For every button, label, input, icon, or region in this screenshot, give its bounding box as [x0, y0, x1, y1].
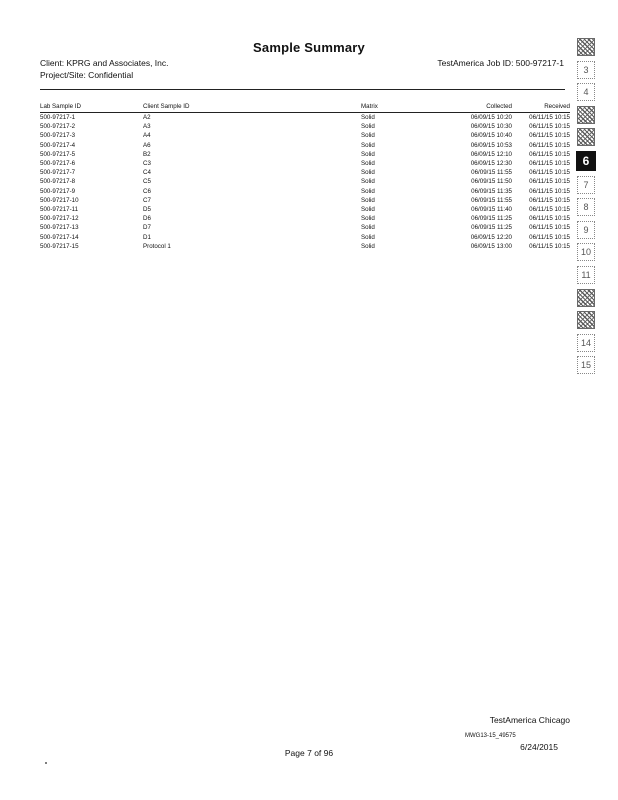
cell-matrix: Solid	[361, 187, 375, 195]
table-row	[40, 131, 570, 140]
table-row	[40, 232, 570, 241]
col-received: Received	[512, 100, 570, 113]
cell-received: 06/11/15 10:15	[529, 233, 570, 241]
cell-matrix: Solid	[361, 178, 375, 186]
barcode-icon	[577, 311, 595, 329]
cell-matrix: Solid	[361, 160, 375, 168]
cell-lab-sample-id: 500-97217-10	[40, 196, 79, 204]
table-row	[40, 187, 570, 196]
table-row	[40, 168, 570, 177]
cell-client-sample-id: A4	[143, 132, 151, 140]
cell-collected: 06/09/15 12:30	[470, 160, 512, 168]
cell-collected: 06/09/15 10:20	[470, 114, 512, 122]
col-matrix: Matrix	[361, 100, 456, 113]
section-tab-7[interactable]: 7	[577, 176, 595, 194]
cell-received: 06/11/15 10:15	[529, 123, 570, 131]
cell-received: 06/11/15 10:15	[529, 169, 570, 177]
table-header-row	[40, 100, 570, 113]
cell-collected: 06/09/15 12:10	[470, 150, 512, 158]
sample-table	[40, 100, 570, 251]
cell-client-sample-id: C6	[143, 187, 151, 195]
cell-client-sample-id: D7	[143, 224, 151, 232]
cell-lab-sample-id: 500-97217-7	[40, 169, 76, 177]
cell-matrix: Solid	[361, 242, 375, 250]
cell-client-sample-id: D1	[143, 233, 151, 241]
cell-lab-sample-id: 500-97217-1	[40, 114, 76, 122]
cell-collected: 06/09/15 13:00	[470, 242, 512, 250]
cell-matrix: Solid	[361, 150, 375, 158]
cell-received: 06/11/15 10:15	[529, 141, 570, 149]
cell-lab-sample-id: 500-97217-11	[40, 205, 79, 213]
table-row	[40, 113, 570, 123]
barcode-icon	[577, 128, 595, 146]
cell-matrix: Solid	[361, 169, 375, 177]
cell-client-sample-id: D5	[143, 205, 151, 213]
cell-lab-sample-id: 500-97217-13	[40, 224, 79, 232]
project-site: Project/Site: Confidential	[40, 70, 134, 80]
cell-collected: 06/09/15 11:50	[471, 178, 512, 186]
cell-collected: 06/09/15 10:40	[470, 132, 512, 140]
cell-client-sample-id: C7	[143, 196, 151, 204]
cell-collected: 06/09/15 12:20	[470, 233, 512, 241]
section-tab-3[interactable]: 3	[577, 61, 595, 79]
cell-lab-sample-id: 500-97217-6	[40, 160, 76, 168]
cell-collected: 06/09/15 11:25	[471, 215, 512, 223]
cell-received: 06/11/15 10:15	[529, 224, 570, 232]
table-row	[40, 223, 570, 232]
cell-client-sample-id: B2	[143, 150, 151, 158]
cell-received: 06/11/15 10:15	[529, 160, 570, 168]
cell-matrix: Solid	[361, 215, 375, 223]
section-tab-active[interactable]: 6	[576, 151, 596, 171]
cell-lab-sample-id: 500-97217-14	[40, 233, 79, 241]
cell-collected: 06/09/15 11:55	[471, 169, 512, 177]
cell-collected: 06/09/15 11:55	[471, 196, 512, 204]
cell-collected: 06/09/15 10:53	[470, 141, 512, 149]
cell-received: 06/11/15 10:15	[529, 205, 570, 213]
table-row	[40, 159, 570, 168]
section-tab-9[interactable]: 9	[577, 221, 595, 239]
cell-received: 06/11/15 10:15	[529, 178, 570, 186]
job-id: TestAmerica Job ID: 500-97217-1	[437, 58, 564, 68]
cell-lab-sample-id: 500-97217-12	[40, 215, 79, 223]
table-row	[40, 177, 570, 186]
document-code: MWG13-15_49575	[465, 733, 516, 739]
cell-lab-sample-id: 500-97217-9	[40, 187, 76, 195]
client-name: Client: KPRG and Associates, Inc.	[40, 58, 169, 68]
cell-lab-sample-id: 500-97217-2	[40, 123, 76, 131]
report-date: 6/24/2015	[520, 742, 558, 752]
cell-client-sample-id: Protocol 1	[143, 242, 171, 250]
lab-name: TestAmerica Chicago	[489, 715, 570, 725]
cell-lab-sample-id: 500-97217-3	[40, 132, 76, 140]
col-client-sample-id: Client Sample ID	[143, 100, 361, 113]
cell-matrix: Solid	[361, 205, 375, 213]
cell-client-sample-id: C5	[143, 178, 151, 186]
cell-received: 06/11/15 10:15	[529, 196, 570, 204]
page-title: Sample Summary	[253, 40, 365, 55]
cell-received: 06/11/15 10:15	[529, 187, 570, 195]
section-tabs	[575, 38, 597, 379]
scan-speck	[45, 762, 47, 764]
cell-lab-sample-id: 500-97217-15	[40, 242, 79, 250]
cell-collected: 06/09/15 11:40	[471, 205, 512, 213]
cell-matrix: Solid	[361, 123, 375, 131]
barcode-icon	[577, 38, 595, 56]
cell-client-sample-id: A2	[143, 114, 151, 122]
cell-lab-sample-id: 500-97217-4	[40, 141, 76, 149]
cell-matrix: Solid	[361, 141, 375, 149]
cell-matrix: Solid	[361, 233, 375, 241]
table-row	[40, 122, 570, 131]
section-tab-11[interactable]: 11	[577, 266, 595, 284]
table-row	[40, 196, 570, 205]
cell-received: 06/11/15 10:15	[529, 150, 570, 158]
cell-received: 06/11/15 10:15	[529, 114, 570, 122]
section-tab-14[interactable]: 14	[577, 334, 595, 352]
barcode-icon	[577, 106, 595, 124]
table-row	[40, 205, 570, 214]
section-tab-10[interactable]: 10	[577, 243, 595, 261]
cell-matrix: Solid	[361, 132, 375, 140]
table-row	[40, 214, 570, 223]
section-tab-15[interactable]: 15	[577, 356, 595, 374]
section-tab-8[interactable]: 8	[577, 198, 595, 216]
col-collected: Collected	[456, 100, 512, 113]
cell-collected: 06/09/15 11:35	[471, 187, 512, 195]
cell-lab-sample-id: 500-97217-5	[40, 150, 76, 158]
table-row	[40, 150, 570, 159]
cell-matrix: Solid	[361, 114, 375, 122]
cell-collected: 06/09/15 10:30	[470, 123, 512, 131]
page-number: Page 7 of 96	[284, 748, 334, 758]
cell-collected: 06/09/15 11:25	[471, 224, 512, 232]
cell-matrix: Solid	[361, 196, 375, 204]
col-lab-sample-id: Lab Sample ID	[40, 100, 143, 113]
table-row	[40, 141, 570, 150]
cell-received: 06/11/15 10:15	[529, 215, 570, 223]
cell-matrix: Solid	[361, 224, 375, 232]
table-row	[40, 242, 570, 251]
cell-received: 06/11/15 10:15	[529, 242, 570, 250]
cell-client-sample-id: C4	[143, 169, 151, 177]
cell-client-sample-id: C3	[143, 160, 151, 168]
cell-client-sample-id: A6	[143, 141, 151, 149]
cell-received: 06/11/15 10:15	[529, 132, 570, 140]
cell-client-sample-id: A3	[143, 123, 151, 131]
section-tab-4[interactable]: 4	[577, 83, 595, 101]
barcode-icon	[577, 289, 595, 307]
cell-client-sample-id: D6	[143, 215, 151, 223]
cell-lab-sample-id: 500-97217-8	[40, 178, 76, 186]
header-divider	[40, 89, 565, 90]
